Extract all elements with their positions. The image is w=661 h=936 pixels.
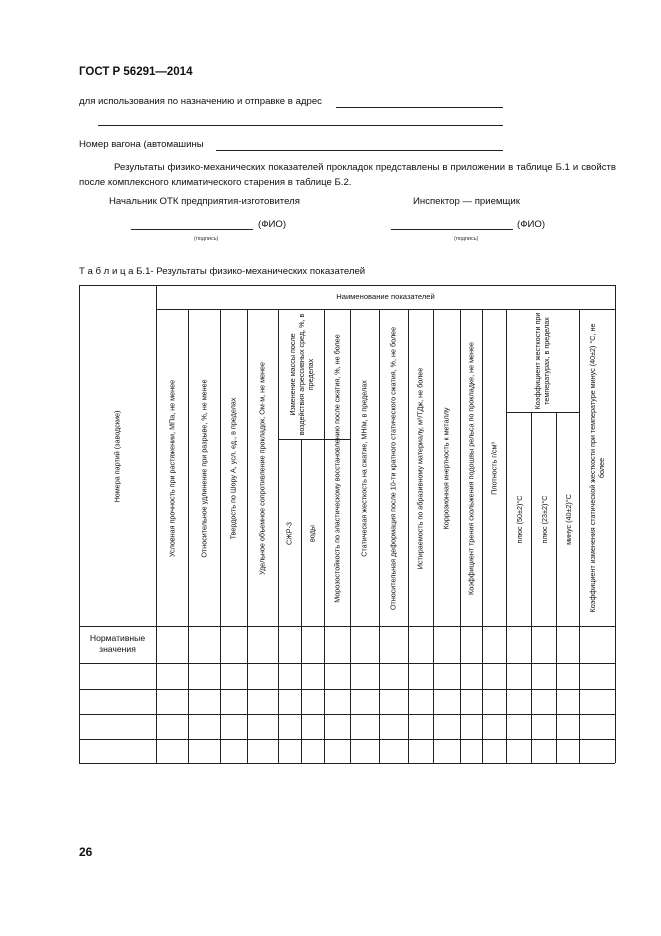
results-table (79, 285, 615, 763)
col-shore-hardness: Твердость по Шору А, усл. ед., в пределах (228, 397, 238, 539)
col-stiffness-minus40: минус (40±2)°С (563, 493, 573, 545)
col-tensile-strength: Условная прочность при растяжении, МПа, не менее (167, 379, 177, 557)
table-caption: Т а б л и ц а Б.1- Результаты физико-механических показателей (79, 266, 366, 277)
fio-right: (ФИО) (517, 219, 546, 230)
col-corrosion-inertness: Коррозионная инертность к металлу (441, 407, 451, 529)
col-elongation: Относительное удлинение при разрыве, %, не менее (199, 378, 209, 558)
fio-left: (ФИО) (258, 219, 287, 230)
signature-left-title: Начальник ОТК предприятия-изготовителя (109, 196, 300, 207)
standard-number: ГОСТ Р 56291—2014 (79, 66, 193, 78)
results-paragraph: Результаты физико-механических показателей прокладок представлены в приложении в таблице Б.1 и свойств после комплексного климатического старения в таблице Б.2. (79, 162, 616, 188)
col-relative-deformation: Относительная деформация после 10-ти кратного статического сжатия, %, не более (388, 326, 398, 610)
signature-note-left: (подпись) (194, 236, 219, 242)
address-field[interactable] (336, 107, 503, 108)
signature-note-right: (подпись) (454, 236, 479, 242)
col-density: Плотность г/см³ (489, 441, 499, 495)
wagon-label: Номер вагона (автомашины (79, 139, 204, 150)
batch-number-header: Номера партий (заводские) (112, 410, 122, 502)
col-szhr3: СЖР-3 (284, 521, 294, 545)
page-number: 26 (79, 845, 93, 859)
address-field-line-2[interactable] (98, 125, 503, 126)
mass-change-group: Изменение массы после воздействия агрессивных сред, %, в пределах (287, 313, 315, 435)
signature-right-title: Инспектор — приемщик (413, 196, 520, 207)
col-friction-coefficient: Коэффициент трения скольжения подошвы рельса по прокладке, не менее (466, 341, 476, 595)
col-stiffness-plus23: плюс (23±2)°С (539, 495, 549, 543)
col-static-stiffness: Статическая жесткость на сжатие, МН/м, в пределах (359, 379, 369, 557)
indicators-group-header: Наименование показателей (336, 292, 435, 301)
col-abrasion: Истираемость по абразивному материалу, м³/ТДж, не более (415, 367, 425, 569)
normative-values-label: Нормативные значения (89, 633, 146, 654)
wagon-field[interactable] (216, 150, 503, 151)
stiffness-coefficient-group: Коэффициент жесткости при температурах, в пределах (533, 312, 551, 410)
col-frost-resistance: Морозостойкость по эластическому восстановлению после сжатия, %, не более (332, 333, 342, 603)
col-water: воды (307, 524, 317, 542)
col-volume-resistivity: Удельное объемное сопротивление прокладок, Ом·м, не менее (257, 361, 267, 575)
col-stiffness-change-coefficient: Коэффициент изменения статической жесткости при температуре минус (40±2) °С, не более (588, 323, 606, 613)
signature-left-field[interactable] (131, 229, 253, 230)
address-label: для использования по назначению и отправке в адрес (79, 96, 322, 107)
signature-right-field[interactable] (391, 229, 513, 230)
col-stiffness-plus50: плюс (50±2)°С (514, 495, 524, 543)
